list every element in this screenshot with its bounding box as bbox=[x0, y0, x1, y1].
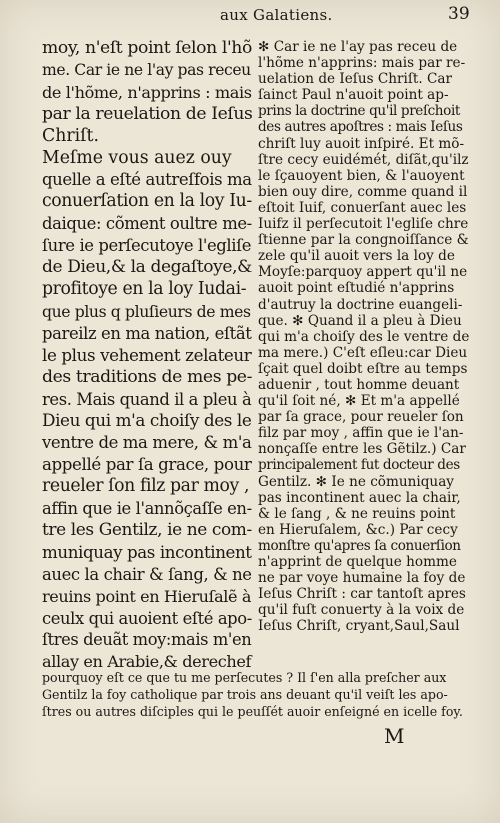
main-text-line: Dieu qui m'a choiſy des le bbox=[42, 410, 252, 431]
commentary-line: par ſa grace, pour reueler ſon bbox=[258, 409, 464, 426]
main-text-line: ſtres deuãt moy:mais m'en bbox=[42, 630, 252, 650]
commentary-line: que. ✻ Quand il a pleu à Dieu bbox=[258, 312, 462, 329]
main-text-line: appellé par ſa grace, pour bbox=[42, 455, 252, 475]
main-text-line: par la reuelation de Ieſus bbox=[42, 103, 253, 124]
main-text-line: moy, n'eſt point ſelon l'hõ bbox=[42, 38, 252, 58]
commentary-line: pas incontinent auec la chair, bbox=[258, 489, 461, 506]
commentary-continuation bbox=[42, 670, 472, 721]
commentary-line: eſtoit Iuif, conuerſant auec les bbox=[258, 199, 467, 216]
main-text-line: des traditions de mes pe- bbox=[42, 366, 253, 387]
main-text-line: de l'hõme, n'apprins : mais bbox=[42, 82, 252, 102]
main-text-line: profitoye en la loy Iudai- bbox=[42, 278, 247, 299]
commentary-line: ſtres ou autres diſciples qui le peuſſét auoir enſeigné en icelle foy. bbox=[42, 703, 463, 719]
commentary-line: ſtre cecy euidémét, diſãt,qu'ilz bbox=[258, 151, 469, 168]
main-text-line: auec la chair & ſang, & ne bbox=[42, 564, 252, 584]
main-text-line: tre les Gentilz, ie ne com- bbox=[42, 519, 252, 540]
commentary-line: Ieſus Chriſt : car tantoſt apres bbox=[258, 586, 466, 603]
commentary-line: ne par voye humaine la foy de bbox=[258, 570, 466, 587]
main-text-line: affin que ie l'annõçaſſe en- bbox=[42, 499, 252, 519]
signature-mark: M bbox=[384, 724, 405, 748]
main-text-line: que plus q pluſieurs de mes bbox=[42, 301, 251, 321]
commentary-line: pourquoy eſt ce que tu me perſecutes ? Il ſ'en alla preſcher aux bbox=[42, 670, 447, 685]
commentary-line: Moyſe:parquoy appert qu'il ne bbox=[258, 264, 468, 281]
commentary-column bbox=[258, 39, 468, 634]
main-text-line: conuerſation en la loy Iu- bbox=[42, 191, 252, 212]
page-number: 39 bbox=[448, 4, 470, 24]
commentary-line: des autres apoſtres : mais Ieſus bbox=[258, 119, 463, 136]
commentary-line: Gentilz. ✻ Ie ne cõmuniquay bbox=[258, 473, 454, 490]
commentary-line: ✻ Car ie ne l'ay pas receu de bbox=[258, 39, 458, 55]
commentary-line: qu'il fuſt conuerty à la voix de bbox=[258, 602, 465, 619]
commentary-line: le ſçauoyent bien, & l'auoyent bbox=[258, 167, 465, 184]
commentary-line: Gentilz la foy catholique par trois ans deuant qu'il veiſt les apo- bbox=[42, 686, 448, 702]
commentary-line: ſainct Paul n'auoit point ap- bbox=[258, 87, 449, 104]
commentary-line: aduenir , tout homme deuant bbox=[258, 376, 460, 393]
main-text-line: muniquay pas incontinent bbox=[42, 542, 252, 562]
commentary-line: ſçait quel doibt eſtre au temps bbox=[258, 360, 468, 377]
main-text-line: Meſme vous auez ouy bbox=[42, 147, 232, 168]
main-text-line: reueler ſon filz par moy , bbox=[42, 476, 250, 497]
commentary-line: & le ſang , & ne reuins point bbox=[258, 505, 456, 522]
main-text-line: daique: cõment oultre me- bbox=[42, 214, 252, 234]
commentary-line: Ieſus Chriſt, cryant,Saul,Saul bbox=[258, 618, 460, 635]
commentary-line: monſtre qu'apres ſa conuerſion bbox=[258, 537, 461, 554]
main-text-line: ſure ie perſecutoye l'egliſe bbox=[42, 236, 252, 256]
commentary-line: ma mere.) C'eſt eſleu:car Dieu bbox=[258, 344, 468, 361]
main-text-line: me. Car ie ne l'ay pas receu bbox=[42, 60, 251, 79]
main-text-line: quelle a eſté autreſfois ma bbox=[42, 170, 252, 190]
commentary-line: Iuifz il perſecutoit l'egliſe chre bbox=[258, 216, 469, 233]
main-text-line: ceulx qui auoient eſté apo- bbox=[42, 608, 252, 628]
commentary-line: ſtienne par la congnoiſſance & bbox=[258, 232, 469, 249]
commentary-line: filz par moy , affin que ie l'an- bbox=[258, 425, 464, 442]
main-text-line: le plus vehement zelateur bbox=[42, 344, 252, 365]
running-title: aux Galatiens. bbox=[220, 6, 333, 24]
commentary-line: bien ouy dire, comme quand il bbox=[258, 183, 468, 200]
main-text-column bbox=[42, 38, 252, 673]
commentary-line: d'autruy la doctrine euangeli- bbox=[258, 296, 463, 313]
commentary-line: nonçaſſe entre les Gẽtilz.) Car bbox=[258, 441, 466, 458]
commentary-line: auoit point eſtudié n'apprins bbox=[258, 280, 455, 297]
commentary-line: qui m'a choiſy des le ventre de bbox=[258, 328, 470, 345]
commentary-line: chriſt luy auoit inſpiré. Et mõ- bbox=[258, 135, 465, 152]
commentary-line: uelation de Ieſus Chriſt. Car bbox=[258, 71, 453, 88]
commentary-line: prins la doctrine qu'il preſchoit bbox=[258, 103, 460, 120]
commentary-line: l'hõme n'apprins: mais par re- bbox=[258, 55, 466, 72]
main-text-line: reuins point en Hieruſalẽ à bbox=[42, 586, 252, 606]
commentary-line: en Hieruſalem, &c.) Par cecy bbox=[258, 521, 458, 538]
commentary-line: zele qu'il auoit vers la loy de bbox=[258, 248, 455, 265]
commentary-line: principalement fut docteur des bbox=[258, 457, 460, 474]
page-header bbox=[0, 4, 500, 32]
main-text-line: res. Mais quand il a pleu à bbox=[42, 389, 252, 409]
commentary-line: qu'il ſoit né, ✻ Et m'a appellé bbox=[258, 393, 460, 410]
main-text-line: Chriſt. bbox=[42, 125, 99, 146]
main-text-line: allay en Arabie,& derechef bbox=[42, 652, 252, 672]
main-text-line: de Dieu,& la degaſtoye,& bbox=[42, 257, 252, 278]
commentary-line: n'apprint de quelque homme bbox=[258, 554, 457, 570]
main-text-line: ventre de ma mere, & m'a bbox=[42, 433, 252, 453]
main-text-line: pareilz en ma nation, eſtãt bbox=[42, 323, 252, 343]
